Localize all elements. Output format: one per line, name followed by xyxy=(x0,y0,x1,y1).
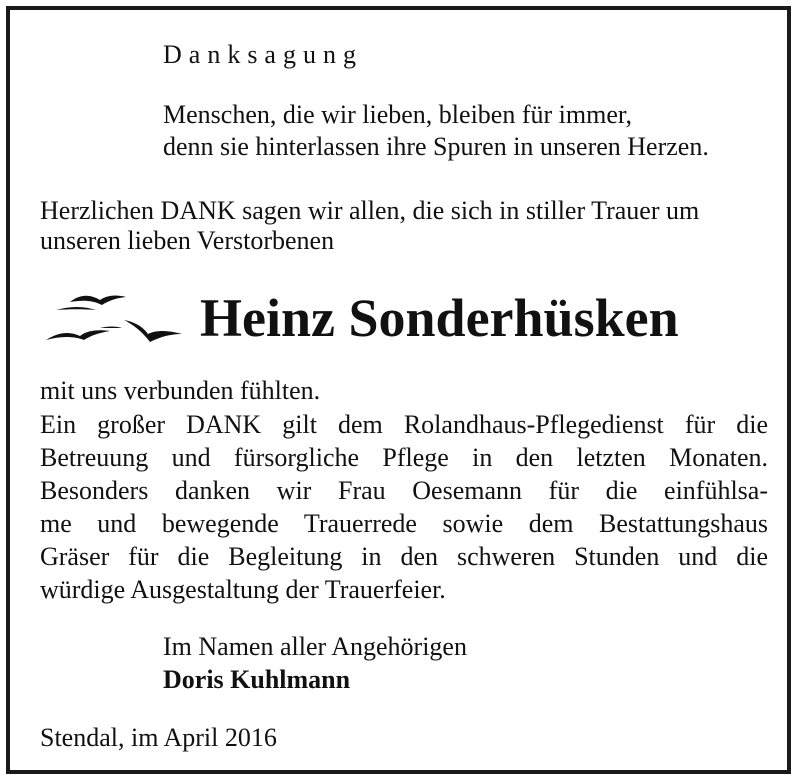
notice-heading: Danksagung xyxy=(163,40,363,69)
place-date: Stendal, im April 2016 xyxy=(40,723,277,752)
signature-intro: Im Namen aller Angehörigen xyxy=(163,632,467,661)
body-line-1: mit uns verbunden fühlten. xyxy=(40,376,321,405)
signature-name: Doris Kuhlmann xyxy=(163,665,351,694)
intro-line-2: unseren lieben Verstorbenen xyxy=(40,226,335,255)
intro-line-1: Herzlichen DANK sagen wir allen, die sich in stiller Trauer um xyxy=(40,196,700,225)
deceased-name: Heinz Sonderhüsken xyxy=(200,288,679,348)
body-line-7: würdige Ausgestaltung der Trauerfeier. xyxy=(40,575,446,604)
body-line-3: Betreuung und fürsorgliche Pflege in den letzten Monaten. xyxy=(40,443,768,472)
body-line-4: Besonders danken wir Frau Oesemann für die einfühlsa- xyxy=(40,476,768,505)
flying-birds-icon xyxy=(40,288,190,353)
quote-line-1: Menschen, die wir lieben, bleiben für immer, xyxy=(163,100,632,129)
body-line-5: me und bewegende Trauerrede sowie dem Bestattungshaus xyxy=(40,509,768,538)
notice-frame xyxy=(6,6,791,774)
body-line-2: Ein großer DANK gilt dem Rolandhaus-Pflegedienst für die xyxy=(40,410,768,439)
body-line-6: Gräser für die Begleitung in den schweren Stunden und die xyxy=(40,542,768,571)
quote-line-2: denn sie hinterlassen ihre Spuren in unseren Herzen. xyxy=(163,132,709,161)
